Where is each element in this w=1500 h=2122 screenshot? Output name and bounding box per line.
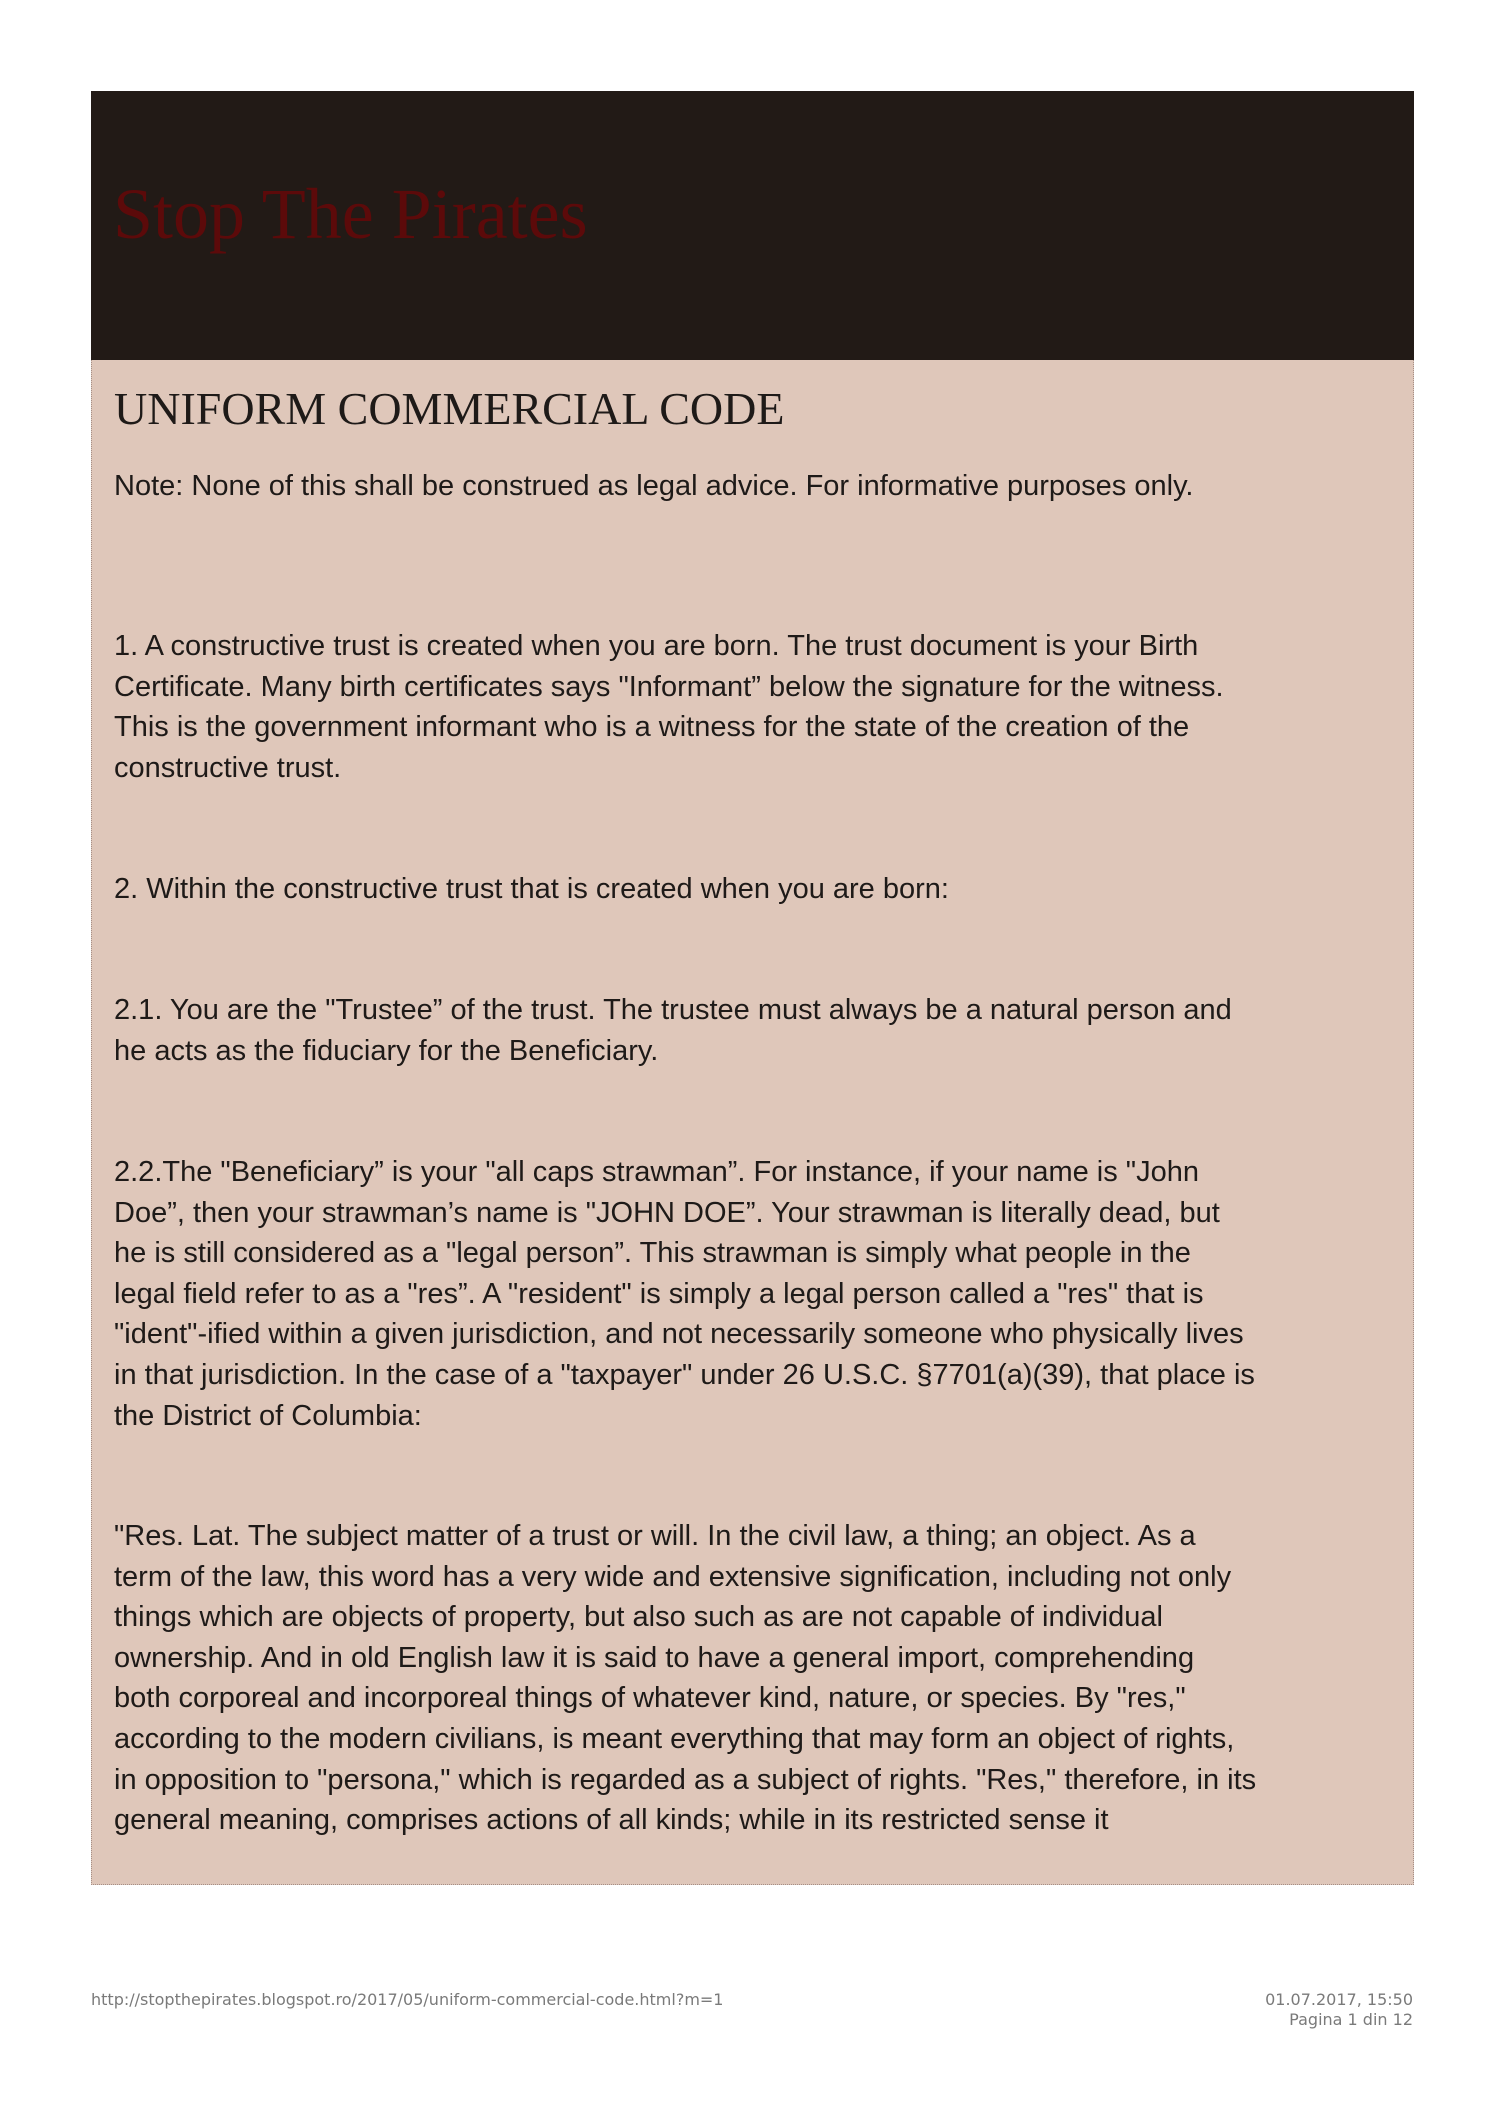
res-definition-quote xyxy=(114,1516,1399,1841)
text-line: in opposition to "persona," which is regarded as a subject of rights. "Res," therefore, in its xyxy=(114,1763,1257,1796)
note-line: Note: None of this shall be construed as legal advice. For informative purposes only. xyxy=(114,470,1194,502)
text-line: Doe”, then your strawman’s name is "JOHN DOE”. Your strawman is literally dead, but xyxy=(114,1196,1220,1229)
text-line: 2.1. You are the "Trustee” of the trust. The trustee must always be a natural person and xyxy=(114,994,1232,1026)
text-line: general meaning, comprises actions of all kinds; while in its restricted sense it xyxy=(114,1804,1109,1837)
text-line: 2. Within the constructive trust that is created when you are born: xyxy=(114,873,949,905)
paragraph-1 xyxy=(114,626,1399,788)
page-counter: Pagina 1 din 12 xyxy=(1289,2010,1413,2029)
text-line: 1. A constructive trust is created when you are born. The trust document is your Birth xyxy=(114,630,1199,662)
text-line: constructive trust. xyxy=(114,751,342,784)
disclaimer-note xyxy=(114,466,1399,507)
text-line: This is the government informant who is a witness for the state of the creation of the xyxy=(114,711,1190,744)
paragraph-2-1 xyxy=(114,990,1399,1071)
paragraph-2 xyxy=(114,869,1399,910)
text-line: term of the law, this word has a very wide and extensive signification, including not only xyxy=(114,1560,1232,1593)
blog-header xyxy=(91,91,1414,360)
text-line: Certificate. Many birth certificates says "Informant” below the signature for the witness. xyxy=(114,670,1224,703)
text-line: ownership. And in old English law it is said to have a general import, comprehending xyxy=(114,1641,1195,1674)
post-body xyxy=(91,360,1414,1885)
text-line: he acts as the fiduciary for the Beneficiary. xyxy=(114,1034,659,1067)
printed-page xyxy=(91,91,1414,1886)
text-line: he is still considered as a "legal person”. This strawman is simply what people in the xyxy=(114,1237,1191,1270)
text-line: 2.2.The "Beneficiary” is your "all caps strawman”. For instance, if your name is "John xyxy=(114,1156,1199,1188)
text-line: legal field refer to as a "res”. A "resident" is simply a legal person called a "res" that is xyxy=(114,1277,1204,1310)
text-line: the District of Columbia: xyxy=(114,1399,422,1432)
paragraph-2-2 xyxy=(114,1152,1399,1436)
post-title: UNIFORM COMMERCIAL CODE xyxy=(114,383,785,434)
text-line: "Res. Lat. The subject matter of a trust or will. In the civil law, a thing; an object. As a xyxy=(114,1520,1196,1552)
text-line: in that jurisdiction. In the case of a "taxpayer" under 26 U.S.C. §7701(a)(39), that place is xyxy=(114,1358,1255,1391)
text-line: according to the modern civilians, is meant everything that may form an object of rights, xyxy=(114,1722,1235,1755)
print-footer-meta xyxy=(1265,1990,1413,2030)
print-datetime: 01.07.2017, 15:50 xyxy=(1265,1990,1413,2009)
blog-title[interactable]: Stop The Pirates xyxy=(113,174,588,254)
text-line: things which are objects of property, but also such as are not capable of individual xyxy=(114,1601,1163,1634)
text-line: "ident"-ified within a given jurisdiction, and not necessarily someone who physically lives xyxy=(114,1318,1244,1351)
text-line: both corporeal and incorporeal things of whatever kind, nature, or species. By "res," xyxy=(114,1682,1186,1715)
print-footer-url[interactable]: http://stopthepirates.blogspot.ro/2017/05/uniform-commercial-code.html?m=1 xyxy=(91,1990,724,2009)
